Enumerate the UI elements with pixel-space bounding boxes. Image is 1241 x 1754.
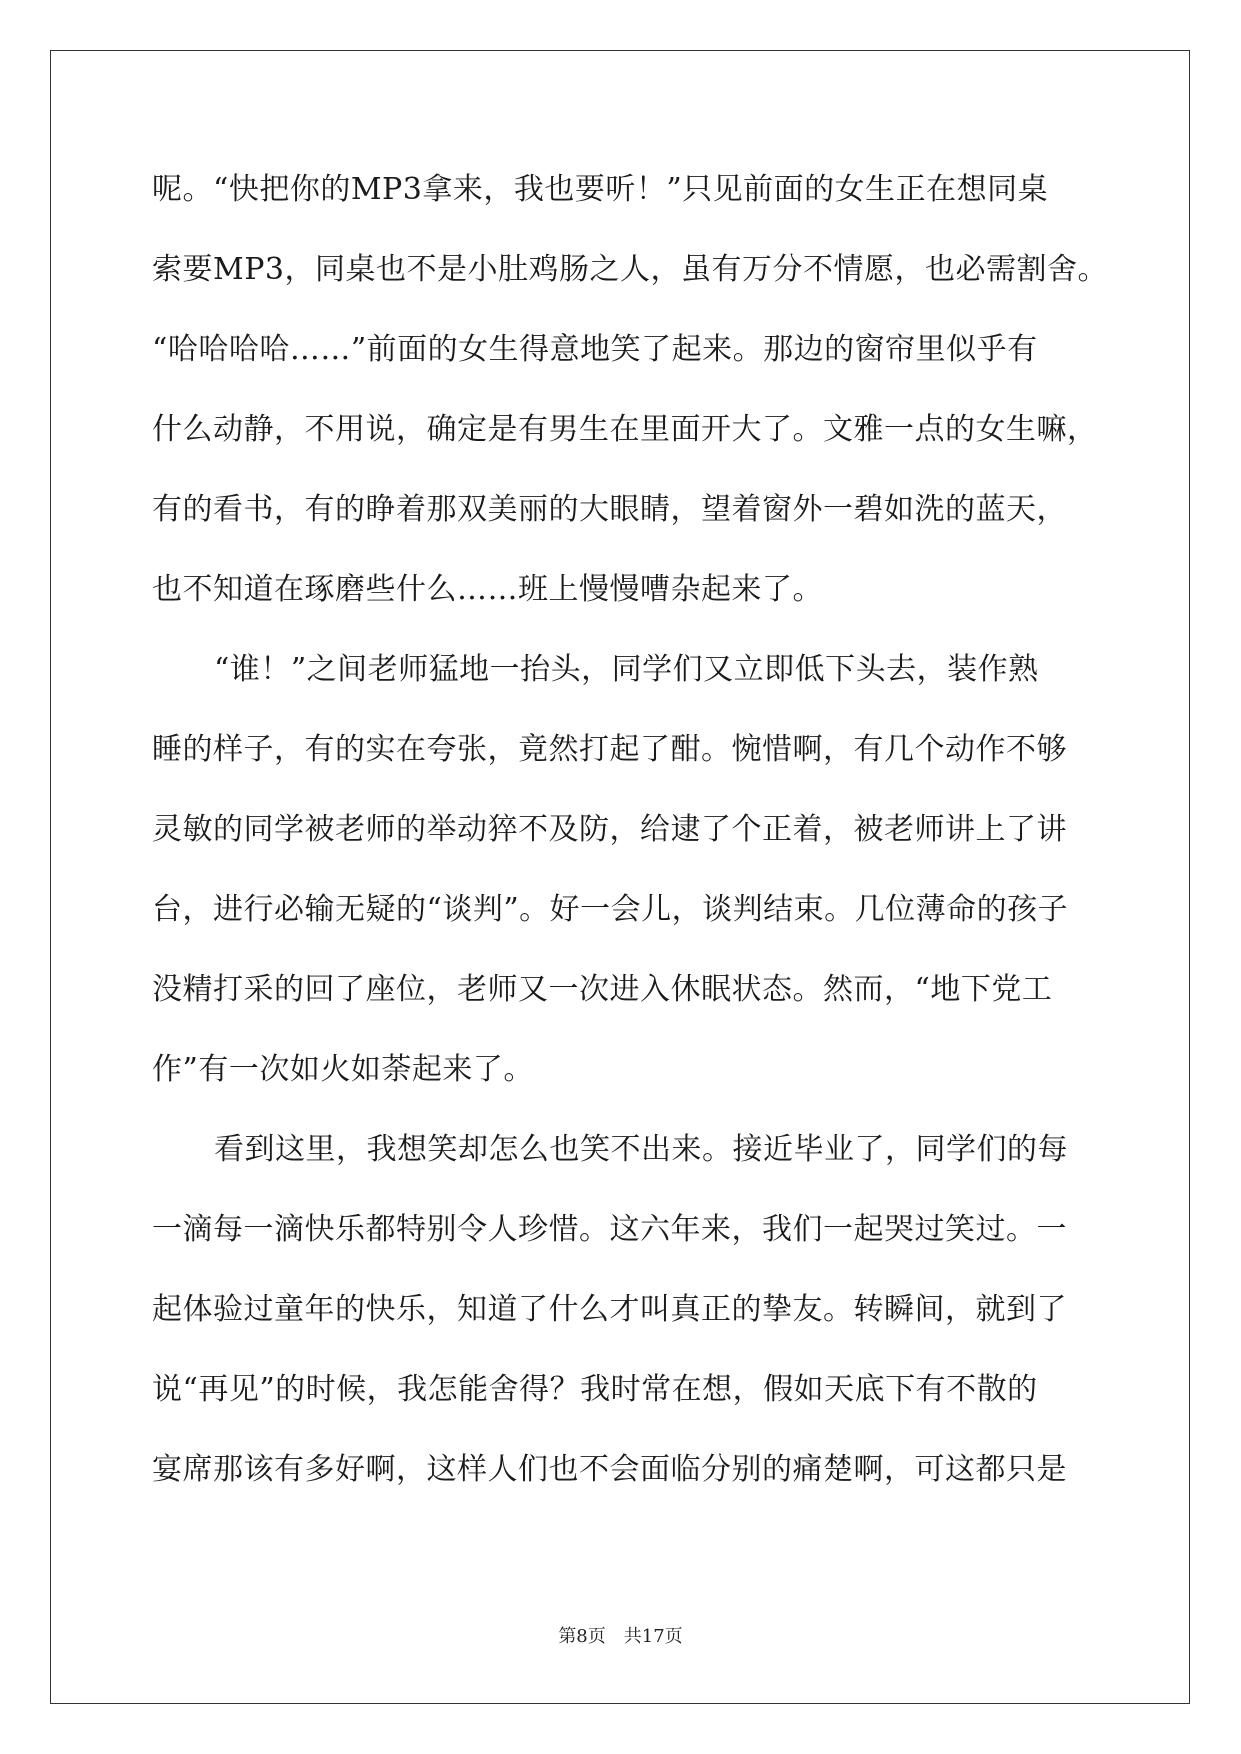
text-line: “哈哈哈哈……”前面的女生得意地笑了起来。那边的窗帘里似乎有 [152,332,1038,367]
paragraph-start-line: “谁！”之间老师猛地一抬头，同学们又立即低下头去，装作熟 [214,652,1039,687]
text-line: 台，进行必输无疑的“谈判”。好一会儿，谈判结束。几位薄命的孩子 [152,892,1069,927]
text-line: 起体验过童年的快乐，知道了什么才叫真正的挚友。转瞬间，就到了 [152,1292,1067,1327]
text-line: 宴席那该有多好啊，这样人们也不会面临分别的痛楚啊，可这都只是 [152,1452,1067,1487]
text-line: 什么动静，不用说，确定是有男生在里面开大了。文雅一点的女生嘛， [152,412,1098,447]
paragraph-start-line: 看到这里，我想笑却怎么也笑不出来。接近毕业了，同学们的每 [214,1132,1068,1167]
document-body [152,162,1108,1522]
page-number-footer: 第8页 共17页 [558,1626,683,1647]
text-line: 索要MP3，同桌也不是小肚鸡肠之人，虽有万分不情愿，也必需割舍。 [152,252,1108,287]
text-line: 呢。“快把你的MP3拿来，我也要听！”只见前面的女生正在想同桌 [152,172,1049,207]
text-line: 睡的样子，有的实在夸张，竟然打起了酣。惋惜啊，有几个动作不够 [152,732,1067,767]
text-line: 作”有一次如火如荼起来了。 [152,1052,534,1087]
text-line: 有的看书，有的睁着那双美丽的大眼睛，望着窗外一碧如洗的蓝天， [152,492,1067,527]
text-line: 也不知道在琢磨些什么……班上慢慢嘈杂起来了。 [152,572,823,607]
text-line: 说“再见”的时候，我怎能舍得？我时常在想，假如天底下有不散的 [152,1372,1038,1407]
text-line: 灵敏的同学被老师的举动猝不及防，给逮了个正着，被老师讲上了讲 [152,812,1067,847]
text-line: 没精打采的回了座位，老师又一次进入休眠状态。然而，“地下党工 [152,972,1053,1007]
text-line: 一滴每一滴快乐都特别令人珍惜。这六年来，我们一起哭过笑过。一 [152,1212,1067,1247]
